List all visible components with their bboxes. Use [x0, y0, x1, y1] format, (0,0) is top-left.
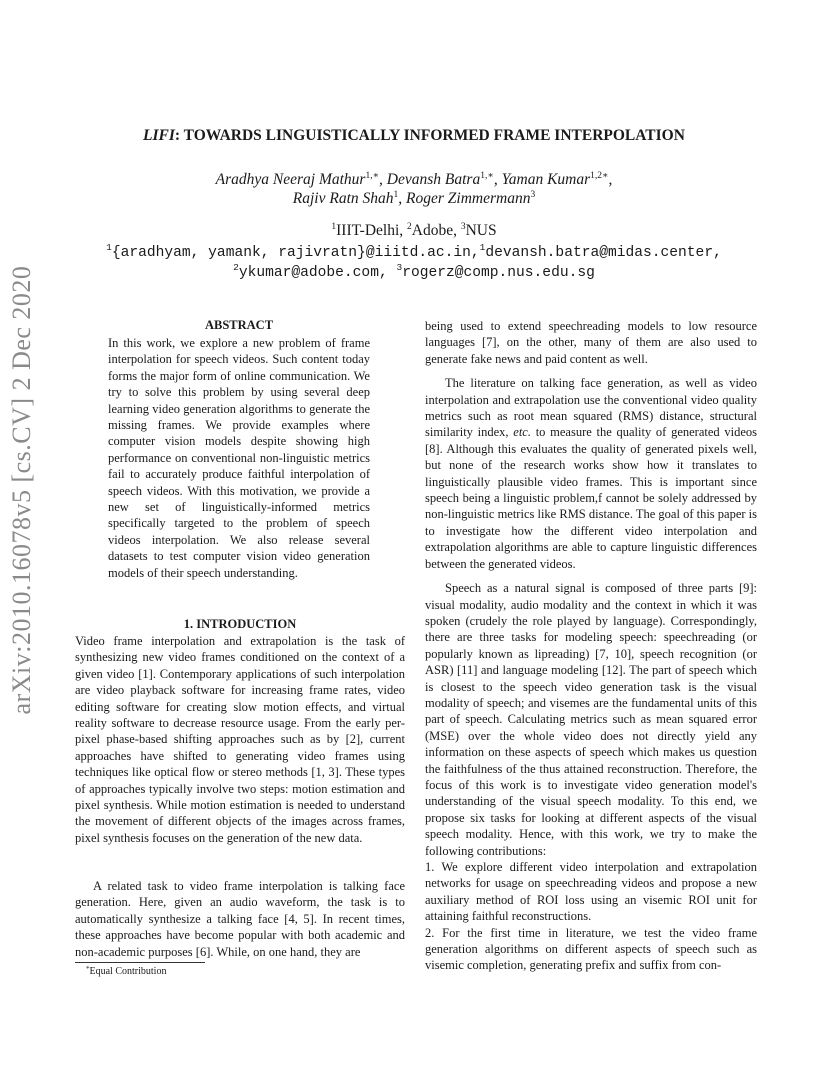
arxiv-stamp	[2, 265, 42, 715]
affiliations	[0, 222, 828, 240]
paragraph	[425, 375, 757, 572]
paragraph-text-italic: etc.	[513, 425, 531, 440]
email: {aradhyam, yamank, rajivratn}@iiitd.ac.in,	[111, 245, 480, 261]
affiliation: IIIT-Delhi,	[336, 222, 408, 239]
footnote	[86, 966, 166, 977]
paragraph: Speech as a natural signal is composed of three parts [9]: visual modality, audio modality and the context in which it was spoken (crudely the role played by language). Correspondingly, there are three tasks for modeling speech: speechreading (or popularly known as lipreading) [7, 10], speech recognition (or ASR) [11] and language modeling [12]. The part of speech which is closest to the speech video generation task is the visual modality of speech; and visemes are the fundamental units of this part of speech. Calculating metrics such as mean squared error (MSE) over the whole video does not directly yield any information on these aspects of speech which makes us question the faithfulness of the thus attained reconstruction. Therefore, the focus of this work is to investigate video generation model's understanding of the visual speech modality. To this end, we propose six tasks for looking at different aspects of the visual speech modality. Hence, with this work, we try to make the following contributions:	[425, 581, 757, 858]
author-list: Aradhya Neeraj Mathur$^{1,∗}$, Devansh Batra$^{1,∗}$, Yaman Kumar$^{1,2∗}$, Rajiv Ratn Shah$^1$, Roger Zimmermann$^3$	[215, 171, 613, 207]
author-sup: 3	[530, 190, 536, 200]
email: rogerz@comp.nus.edu.sg	[402, 264, 595, 281]
email: devansh.batra@midas.center,	[485, 245, 722, 261]
right-column	[425, 318, 757, 974]
contribution-item: 1. We explore different video interpolation and extrapolation networks for usage on speechreading videos and propose a new auxiliary method of ROI loss using an visemic ROI unit for attaining faithful reconstructions.	[425, 860, 757, 924]
affil-sup: 1	[331, 222, 337, 232]
footnote-sup: *	[86, 965, 90, 973]
author-sup: 1	[393, 190, 399, 200]
footnote-rule	[75, 962, 205, 963]
email-sup: 2	[233, 261, 239, 273]
paragraph-text: The literature on talking face generation, as well as video interpolation and extrapolation use the conventional video quality metrics such as root mean squared (RMS) distance, structural similarity index,	[425, 376, 757, 440]
title-rest: : TOWARDS LINGUISTICALLY INFORMED FRAME INTERPOLATION	[174, 127, 685, 144]
abstract-text: In this work, we explore a new problem of frame interpolation for speech videos. Such content today forms the major form of online communication. We try to solve this problem by using several deep learning video generation algorithms to generate the missing frames. We provide examples where computer vision models despite showing high performance on conventional non-linguistic metrics fail to accurately produce faithful interpolation of speech videos. With this motivation, we provide a new set of linguistically-informed metrics specifically targeted to the problem of speech videos interpolation. We also release several datasets to test computer vision video generation models of their speech understanding.	[108, 336, 370, 580]
affiliation: NUS	[465, 222, 497, 239]
paragraph-text: to measure the quality of generated videos [8]. Although this evaluates the quality of generated pixels well, but none of the research works show how it translates to linguistically plausible video frames. This is important since speech being a linguistic problem,f cannot be solely addressed by non-linguistic metrics like RMS distance. The goal of this paper is to investigate how the different video interpolation and extrapolation algorithms are able to capture linguistic differences between the generated videos.	[425, 425, 758, 571]
contribution-item: 2. For the first time in literature, we test the video frame generation algorithms on different aspects of speech such as visemic completion, generating prefix and suffix from con-	[425, 925, 757, 973]
email: ykumar@adobe.com,	[238, 264, 388, 281]
affil-sup: 2	[407, 222, 412, 232]
email-sup: 3	[396, 261, 403, 273]
footnote-text: Equal Contribution	[89, 966, 167, 977]
author-sup: 1,∗	[480, 171, 494, 181]
email-sup: 1	[479, 242, 486, 253]
email-sup: 1	[106, 242, 112, 253]
affiliation: Adobe,	[411, 222, 461, 239]
paper-title	[0, 127, 828, 145]
affil-sup: 3	[460, 222, 466, 232]
author: Roger Zimmermann	[406, 190, 531, 207]
intro-paragraph-2: A related task to video frame interpolation is talking face generation. Here, given an audio waveform, the task is to automatically synthesize a talking face [4, 5]. In recent times, these approaches have become popular with both academic and non-academic purposes [6]. While, on one hand, they are	[75, 879, 405, 959]
author-sup: 1,2∗	[590, 171, 609, 181]
section-heading-introduction: 1. INTRODUCTION	[183, 617, 297, 631]
author: Aradhya Neeraj Mathur	[215, 171, 366, 188]
arxiv-stamp-text: arXiv:2010.16078v5 [cs.CV] 2 Dec 2020	[7, 265, 36, 715]
author: Devansh Batra	[386, 171, 481, 188]
intro-paragraph-1: Video frame interpolation and extrapolation is the task of synthesizing new video frames conditioned on the context of a given video [1]. Contemporary applications of such interpolation are video playback software for increasing frame rates, video editing software for creating slow motion effects, and virtual reality software to decrease resource usage. From the early per-pixel phase-based shifting approaches such as by [2], current approaches have shifted to generating video frames using techniques like optical flow or stereo methods [1, 3]. These types of approaches typically involve two steps: motion estimation and pixel synthesis. While motion estimation is needed to understand the movement of different objects of the images across frames, pixel synthesis focuses on the generation of the new data.	[75, 634, 405, 845]
author: Rajiv Ratn Shah	[292, 190, 394, 207]
author-sup: 1,∗	[365, 171, 380, 181]
title-italic: LIFI	[143, 127, 175, 144]
paragraph: being used to extend speechreading models to low resource languages [7], on the other, many of them are also used to generate fake news and paid content as well.	[425, 319, 757, 366]
author: Yaman Kumar	[501, 171, 591, 188]
abstract-heading: ABSTRACT	[204, 318, 274, 332]
author-emails	[0, 244, 828, 283]
